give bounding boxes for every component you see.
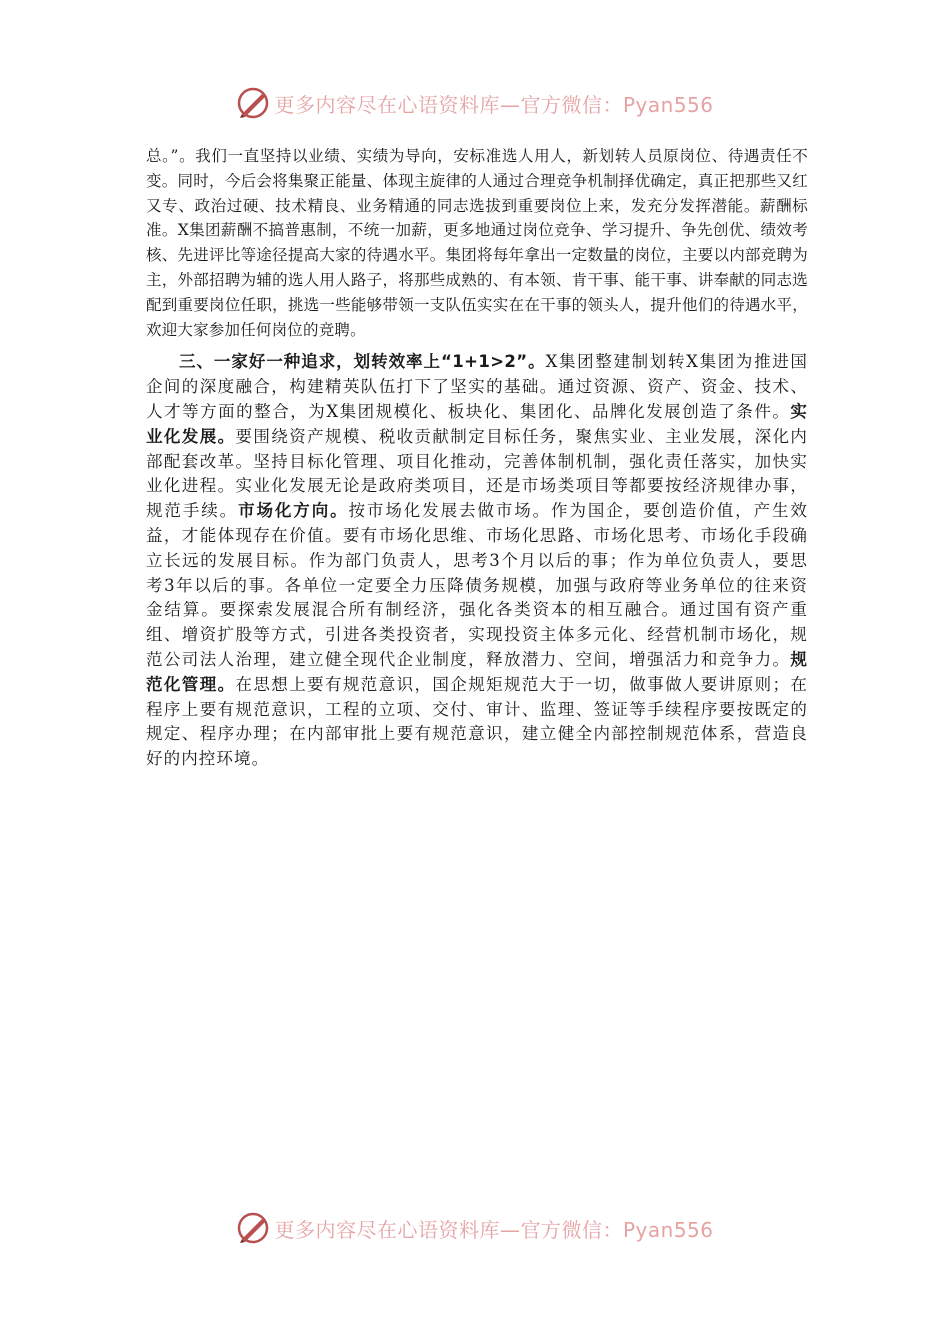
pen-logo-icon xyxy=(236,86,270,120)
paragraph-1: 总。”。我们一直坚持以业绩、实绩为导向，安标准选人用人，新划转人员原岗位、待遇责任不变。同时，今后会将集聚正能量、体现主旋律的人通过合理竞争机制择优确定，真正把那些又红又专、政治过硬、技术精良、业务精通的同志选拔到重要岗位上来，发充分发挥潜能。薪酬标准。X集团薪酬不搞普惠制，不统一加薪，更多地通过岗位竞争、学习提升、争先创优、绩效考核、先进评比等途径提高大家的待遇水平。集团将每年拿出一定数量的岗位，主要以内部竞聘为主，外部招聘为辅的选人用人路子，将那些成熟的、有本领、肯干事、能干事、讲奉献的同志选配到重要岗位任职，挑选一些能够带领一支队伍实实在在干事的领头人，提升他们的待遇水平，欢迎大家参加任何岗位的竞聘。 xyxy=(146,147,808,339)
bold-term-3: 规范化管理。 xyxy=(146,649,808,694)
banner-text: 更多内容尽在心语资料库—官方微信：Pyan556 xyxy=(274,92,714,117)
document-body xyxy=(146,144,808,772)
footer-banner xyxy=(0,1208,950,1248)
bold-term-1: 实业化发展。 xyxy=(146,401,808,446)
bold-term-2: 市场化方向。 xyxy=(238,501,349,521)
header-banner xyxy=(0,83,950,123)
banner-text: 更多内容尽在心语资料库—官方微信：Pyan556 xyxy=(274,1217,714,1242)
paragraph-2: 三、一家好一种追求，划转效率上“1+1>2”。X集团整建制划转X集团为推进国企间的深度融合，构建精英队伍打下了坚实的基础。通过资源、资产、资金、技术、人才等方面的整合，为X集团规模化、板块化、集团化、品牌化发展创造了条件。实业化发展。要围绕资产规模、税收贡献制定目标任务，聚焦实业、主业发展，深化内部配套改革。坚持目标化管理、项目化推动，完善体制机制，强化责任落实，加快实业化进程。实业化发展无论是政府类项目，还是市场类项目等都要按经济规律办事，规范手续。市场化方向。按市场化发展去做市场。作为国企，要创造价值，产生效益，才能体现存在价值。要有市场化思维、市场化思路、市场化思考、市场化手段确立长远的发展目标。作为部门负责人，思考3个月以后的事；作为单位负责人，要思考3年以后的事。各单位一定要全力压降债务规模，加强与政府等业务单位的往来资金结算。要探索发展混合所有制经济，强化各类资本的相互融合。通过国有资产重组、增资扩股等方式，引进各类投资者，实现投资主体多元化、经营机制市场化，规范公司法人治理，建立健全现代企业制度，释放潜力、空间，增强活力和竞争力。规范化管理。在思想上要有规范意识，国企规矩规范大于一切，做事做人要讲原则；在程序上要有规范意识，工程的立项、交付、审计、监理、签证等手续程序要按既定的规定、程序办理；在内部审批上要有规范意识，建立健全内部控制规范体系，营造良好的内控环境。 xyxy=(146,352,808,769)
wechat-id: Pyan556 xyxy=(622,92,714,117)
wechat-id: Pyan556 xyxy=(622,1217,714,1242)
section-heading: 三、一家好一种追求，划转效率上“1+1>2”。 xyxy=(179,352,546,372)
pen-logo-icon xyxy=(236,1211,270,1245)
